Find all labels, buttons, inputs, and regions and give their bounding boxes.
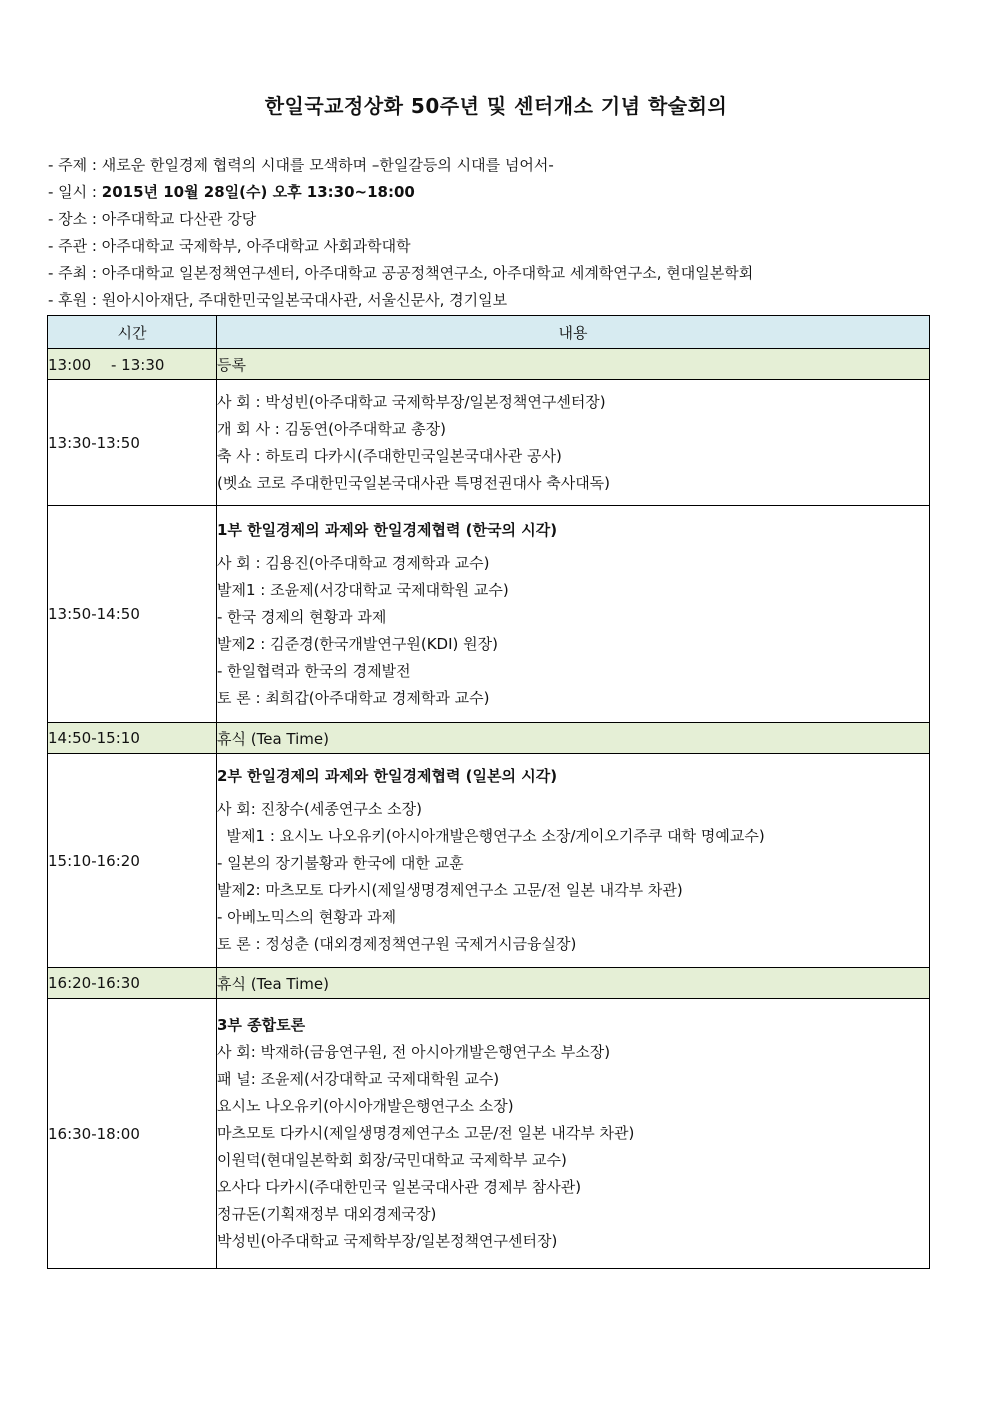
info-sponsor: - 후원 : 원아시아재단, 주대한민국일본국대사관, 서울신문사, 경기일보 [48,291,508,309]
row-content [217,754,930,968]
info-organizer: - 주최 : 아주대학교 일본정책연구센터, 아주대학교 공공정책연구소, 아주대학교 세계학연구소, 현대일본학회 [48,264,754,282]
content-line: - 한일협력과 한국의 경제발전 [217,661,411,680]
row-time: 15:10-16:20 [48,754,217,968]
content-line: 토 론 : 최희갑(아주대학교 경제학과 교수) [217,688,490,707]
section-heading: 3부 종합토론 [217,1016,306,1034]
row-content: 등록 [217,349,930,380]
table-header-row [48,316,930,349]
table-row [48,754,930,968]
row-content: 휴식 (Tea Time) [217,723,930,754]
table-row [48,506,930,723]
content-line: 축 사 : 하토리 다카시(주대한민국일본국대사관 공사) [217,446,562,465]
table-row [48,968,930,999]
content-line: 사 회: 진창수(세종연구소 소장) [217,800,422,818]
row-content [217,506,930,723]
content-line: 발제2 : 김준경(한국개발연구원(KDI) 원장) [217,634,498,653]
content-line: 오사다 다카시(주대한민국 일본국대사관 경제부 참사관) [217,1178,582,1196]
table-row [48,723,930,754]
table-row [48,999,930,1269]
content-line: 사 회 : 박성빈(아주대학교 국제학부장/일본정책연구센터장) [217,392,606,411]
content-line: 발제1 : 조윤제(서강대학교 국제대학원 교수) [217,580,509,599]
table-row [48,349,930,380]
content-line: - 한국 경제의 현황과 과제 [217,607,387,626]
content-line: (벳쇼 코로 주대한민국일본국대사관 특명전권대사 축사대독) [217,473,611,492]
info-date [48,179,948,206]
info-date-value: 2015년 10월 28일(수) 오후 13:30~18:00 [101,183,415,201]
content-line: 요시노 나오유키(아시아개발은행연구소 소장) [217,1097,514,1115]
content-line: 개 회 사 : 김동연(아주대학교 총장) [217,419,446,438]
row-time: 16:30-18:00 [48,999,217,1269]
content-line: 토 론 : 정성춘 (대외경제정책연구원 국제거시금융실장) [217,935,577,953]
info-venue: - 장소 : 아주대학교 다산관 강당 [48,210,257,228]
section-heading: 1부 한일경제의 과제와 한일경제협력 (한국의 시각) [217,520,558,539]
table-row [48,380,930,506]
content-line: 박성빈(아주대학교 국제학부장/일본정책연구센터장) [217,1232,558,1250]
row-time: 16:20-16:30 [48,968,217,999]
row-time: 13:50-14:50 [48,506,217,723]
row-content [217,999,930,1269]
content-line: 정규돈(기획재정부 대외경제국장) [217,1205,437,1223]
section-heading: 2부 한일경제의 과제와 한일경제협력 (일본의 시각) [217,767,558,785]
header-content: 내용 [217,316,930,349]
content-line: 마츠모토 다카시(제일생명경제연구소 고문/전 일본 내각부 차관) [217,1124,635,1142]
row-time: 13:00 - 13:30 [48,349,217,380]
row-time: 14:50-15:10 [48,723,217,754]
content-line: 패 널: 조윤제(서강대학교 국제대학원 교수) [217,1070,500,1088]
content-line: 이원덕(현대일본학회 회장/국민대학교 국제학부 교수) [217,1151,567,1169]
content-line: 발제1 : 요시노 나오유키(아시아개발은행연구소 소장/게이오기주쿠 대학 명예교수) [217,827,765,845]
info-host: - 주관 : 아주대학교 국제학부, 아주대학교 사회과학대학 [48,237,411,255]
content-line: - 일본의 장기불황과 한국에 대한 교훈 [217,854,464,872]
row-content [217,380,930,506]
row-time: 13:30-13:50 [48,380,217,506]
schedule-table [47,315,930,1269]
content-line: - 아베노믹스의 현황과 과제 [217,908,397,926]
content-line: 사 회: 박재하(금융연구원, 전 아시아개발은행연구소 부소장) [217,1043,611,1061]
header-time: 시간 [48,316,217,349]
event-info [48,152,948,314]
content-line: 사 회 : 김용진(아주대학교 경제학과 교수) [217,553,490,572]
content-line: 발제2: 마츠모토 다카시(제일생명경제연구소 고문/전 일본 내각부 차관) [217,881,683,899]
info-date-prefix: - 일시 : [48,183,102,201]
info-theme: - 주제 : 새로운 한일경제 협력의 시대를 모색하며 –한일갈등의 시대를 넘어서- [48,156,554,174]
row-content: 휴식 (Tea Time) [217,968,930,999]
document-title: 한일국교정상화 50주년 및 센터개소 기념 학술회의 [264,94,728,118]
